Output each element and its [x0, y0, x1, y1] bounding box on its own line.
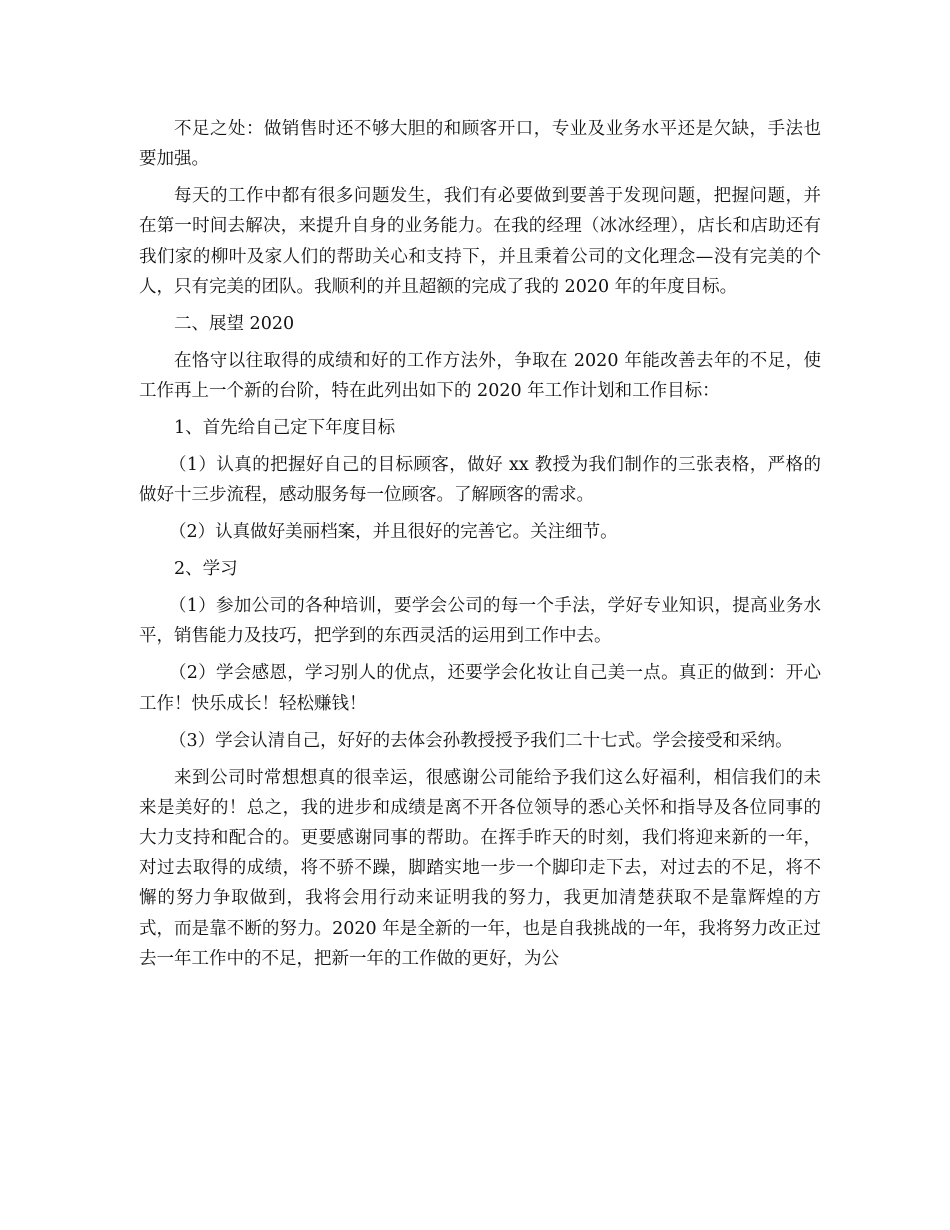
paragraph-outlook-intro: 在恪守以往取得的成绩和好的工作方法外，争取在 2020 年能改善去年的不足，使工作再上一个新的台阶，特在此列出如下的 2020 年工作计划和工作目标： [139, 350, 821, 402]
list-item-goal-1: （1）认真的把握好自己的目标顾客，做好 xx 教授为我们制作的三张表格，严格的做好十三步流程，感动服务每一位顾客。了解顾客的需求。 [139, 455, 821, 506]
paragraph-shortcomings: 不足之处：做销售时还不够大胆的和顾客开口，专业及业务水平还是欠缺，手法也要加强。 [139, 119, 821, 170]
list-item-learning-1: （1）参加公司的各种培训，要学会公司的每一个手法，学好专业知识，提高业务水平，销售能力及技巧，把学到的东西灵活的运用到工作中去。 [139, 596, 821, 647]
paragraph-daily-work: 每天的工作中都有很多问题发生，我们有必要做到要善于发现问题，把握问题，并在第一时间去解决，来提升自身的业务能力。在我的经理（冰冰经理），店长和店助还有我们家的柳叶及家人们的帮助关心和支持下，并且秉着公司的文化理念—没有完美的个人，只有完美的团队。我顺利的并且超额的完成了我的 2020 年的年度目标。 [139, 186, 821, 297]
list-heading-annual-goals: 1、首先给自己定下年度目标 [174, 418, 396, 439]
list-item-learning-3: （3）学会认清自己，好好的去体会孙教授授予我们二十七式。学会接受和采纳。 [169, 730, 793, 751]
section-heading-outlook: 二、展望 2020 [174, 313, 295, 334]
paragraph-conclusion: 来到公司时常想想真的很幸运，很感谢公司能给予我们这么好福利，相信我们的未来是美好的！总之，我的进步和成绩是离不开各位领导的悉心关怀和指导及各位同事的大力支持和配合的。更要感谢同事的帮助。在挥手昨天的时刻，我们将迎来新的一年，对过去取得的成绩，将不骄不躁，脚踏实地一步一个脚印走下去，对过去的不足，将不懈的努力争取做到，我将会用行动来证明我的努力，我更加清楚获取不是靠辉煌的方式，而是靠不断的努力。2020 年是全新的一年，也是自我挑战的一年，我将努力改正过去一年工作中的不足，把新一年的工作做的更好，为公 [139, 767, 821, 969]
list-item-learning-2: （2）学会感恩，学习别人的优点，还要学会化妆让自己美一点。真正的做到：开心工作！快乐成长！轻松赚钱！ [139, 663, 821, 714]
list-heading-learning: 2、学习 [174, 559, 238, 580]
list-item-goal-2: （2）认真做好美丽档案，并且很好的完善它。关注细节。 [169, 522, 618, 543]
